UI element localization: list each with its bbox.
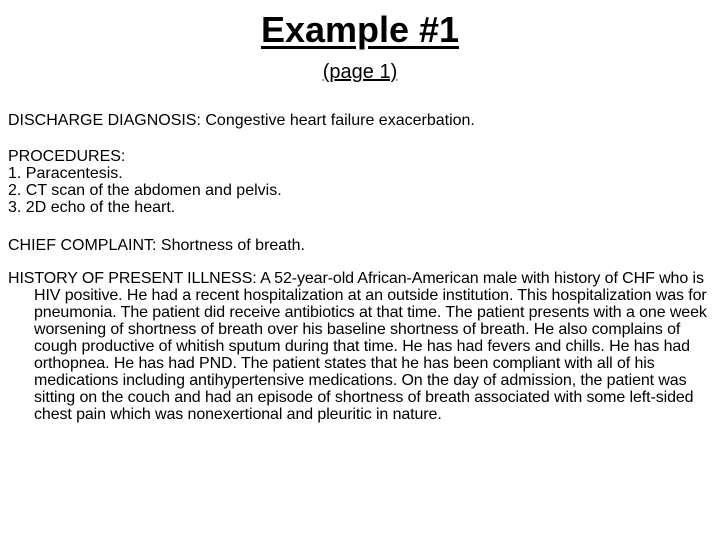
procedures-section (8, 148, 716, 216)
page-subtitle: (page 1) (322, 61, 398, 83)
procedure-item: 2. CT scan of the abdomen and pelvis. (8, 182, 282, 199)
procedures-heading: PROCEDURES: (8, 148, 126, 165)
chief-complaint: CHIEF COMPLAINT: Shortness of breath. (8, 237, 305, 254)
page-title: Example #1 (260, 9, 460, 50)
history-of-present-illness: HISTORY OF PRESENT ILLNESS: A 52-year-old African-American male with history of CHF who is HIV positive. He had a recent hospitalization at an outside institution. This hospitalization was for pneumonia. The patient did receive antibiotics at that time. The patient presents with a one week worsening of shortness of breath over his baseline shortness of breath. He also complains of cough productive of whitish sputum during that time. He has had fevers and chills. He has had orthopnea. He has had PND. The patient states that he has been compliant with all of his medications including antihypertensive medications. On the day of admission, the patient was sitting on the couch and had an episode of shortness of breath associated with some left-sided chest pain which was nonexertional and pleuritic in nature. (8, 270, 707, 423)
procedure-item: 1. Paracentesis. (8, 165, 123, 182)
document-body (8, 112, 716, 423)
discharge-diagnosis: DISCHARGE DIAGNOSIS: Congestive heart failure exacerbation. (8, 112, 475, 129)
procedure-item: 3. 2D echo of the heart. (8, 199, 176, 216)
